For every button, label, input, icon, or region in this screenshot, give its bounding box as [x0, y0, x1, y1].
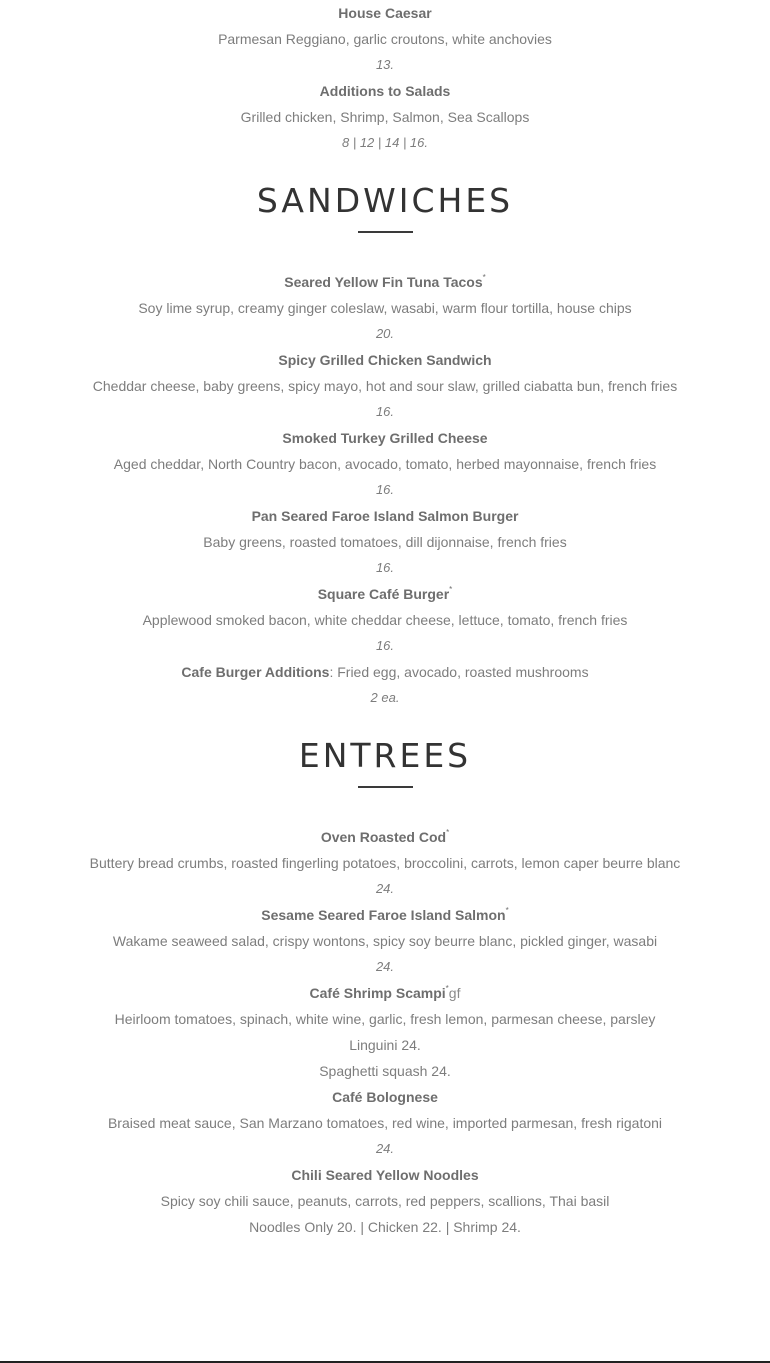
menu-item-name — [0, 4, 770, 22]
raw-food-marker: * — [505, 906, 509, 915]
menu-item-name — [0, 351, 770, 369]
menu-item-description: Buttery bread crumbs, roasted fingerling potatoes, broccolini, carrots, lemon caper beurre blanc — [89, 855, 681, 871]
menu-item-name — [0, 82, 770, 100]
raw-food-marker: * — [446, 828, 450, 837]
menu-item-description: Heirloom tomatoes, spinach, white wine, garlic, fresh lemon, parmesan cheese, parsley — [114, 1011, 656, 1027]
item-name-text: Additions to Salads — [319, 83, 451, 99]
gluten-free-tag: gf — [448, 985, 461, 1001]
menu-item-description: Braised meat sauce, San Marzano tomatoes, red wine, imported parmesan, fresh rigatoni — [107, 1115, 663, 1131]
menu-item-price: 16. — [375, 638, 395, 653]
menu-item-description: Cheddar cheese, baby greens, spicy mayo, hot and sour slaw, grilled ciabatta bun, french fries — [92, 378, 678, 394]
item-name-text: Spicy Grilled Chicken Sandwich — [278, 352, 492, 368]
menu-item-price: 24. — [375, 881, 395, 896]
menu-item-name — [0, 585, 770, 603]
menu-item-description: Applewood smoked bacon, white cheddar cheese, lettuce, tomato, french fries — [142, 612, 628, 628]
section-divider — [358, 786, 413, 788]
menu-item-price: 16. — [375, 482, 395, 497]
item-name-text: Pan Seared Faroe Island Salmon Burger — [251, 508, 519, 524]
menu-item-option: Spaghetti squash 24. — [319, 1063, 451, 1079]
menu-item-price: 8 | 12 | 14 | 16. — [341, 135, 429, 150]
menu-item-price: 16. — [375, 404, 395, 419]
menu-item-description: Spicy soy chili sauce, peanuts, carrots, red peppers, scallions, Thai basil — [160, 1193, 610, 1209]
menu-item-price: 2 ea. — [370, 690, 400, 705]
burger-additions-text: : Fried egg, avocado, roasted mushrooms — [329, 664, 589, 680]
menu-item-name — [0, 273, 770, 291]
menu-item-name — [0, 984, 770, 1002]
item-name-text: Square Café Burger — [317, 586, 450, 602]
menu-item-description: Aged cheddar, North Country bacon, avocado, tomato, herbed mayonnaise, french fries — [113, 456, 657, 472]
item-name-text: Sesame Seared Faroe Island Salmon — [261, 907, 506, 923]
item-name-text: Smoked Turkey Grilled Cheese — [282, 430, 488, 446]
item-name-text: Seared Yellow Fin Tuna Tacos — [284, 274, 483, 290]
menu-item-price: 20. — [375, 326, 395, 341]
menu-item-description: Baby greens, roasted tomatoes, dill dijonnaise, french fries — [203, 534, 567, 550]
item-name-text: Chili Seared Yellow Noodles — [291, 1167, 479, 1183]
burger-additions — [0, 663, 770, 681]
menu-item-name — [0, 1166, 770, 1184]
menu-item-price: 24. — [375, 959, 395, 974]
burger-additions-label: Cafe Burger Additions — [181, 664, 330, 680]
section-divider — [358, 231, 413, 233]
menu-item-price-options: Noodles Only 20. | Chicken 22. | Shrimp 24. — [249, 1219, 521, 1235]
item-name-text: House Caesar — [338, 5, 432, 21]
menu-item-price: 13. — [375, 57, 395, 72]
menu-item-name — [0, 828, 770, 846]
menu-item-name — [0, 507, 770, 525]
menu-item-option: Linguini 24. — [349, 1037, 421, 1053]
menu-item-description: Soy lime syrup, creamy ginger coleslaw, wasabi, warm flour tortilla, house chips — [138, 300, 632, 316]
menu-item-description: Wakame seaweed salad, crispy wontons, spicy soy beurre blanc, pickled ginger, wasabi — [112, 933, 658, 949]
menu-item-description: Grilled chicken, Shrimp, Salmon, Sea Scallops — [240, 109, 530, 125]
section-title-entrees: ENTREES — [298, 736, 472, 775]
raw-food-marker: * — [482, 273, 486, 282]
raw-food-marker: * — [449, 585, 453, 594]
item-name-text: Café Shrimp Scampi — [309, 985, 446, 1001]
item-name-text: Café Bolognese — [332, 1089, 438, 1105]
raw-food-marker: * — [445, 984, 449, 993]
menu-item-description: Parmesan Reggiano, garlic croutons, white anchovies — [218, 31, 552, 47]
menu-item-name — [0, 1088, 770, 1106]
menu-item-name — [0, 429, 770, 447]
item-name-text: Oven Roasted Cod — [320, 829, 447, 845]
menu-item-price: 24. — [375, 1141, 395, 1156]
section-title-sandwiches: SANDWICHES — [256, 181, 514, 220]
menu-item-name — [0, 906, 770, 924]
menu-item-price: 16. — [375, 560, 395, 575]
